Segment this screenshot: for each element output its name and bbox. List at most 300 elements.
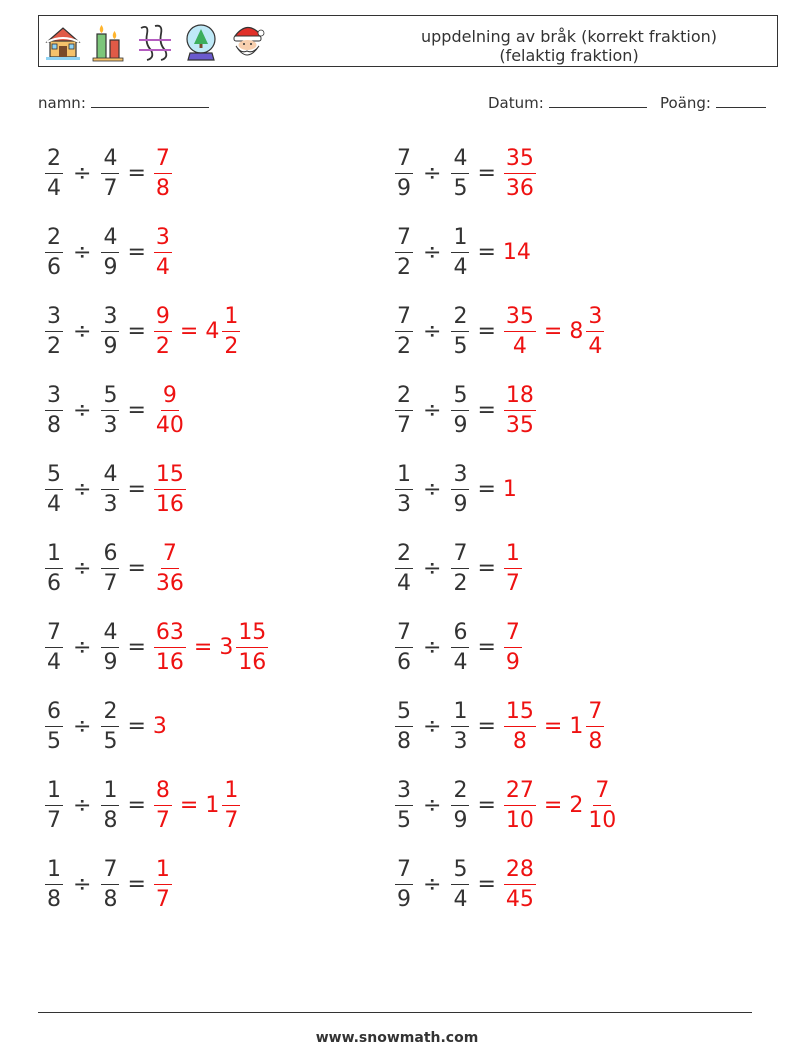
answer: [153, 778, 241, 833]
divide-sign: ÷: [73, 555, 92, 581]
answer-value-denominator: 16: [155, 491, 184, 517]
dividend-fraction-denominator: 9: [397, 886, 411, 912]
answer-value-denominator: 7: [155, 886, 170, 912]
equals-sign: =: [127, 318, 146, 344]
dividend-fraction: [44, 383, 64, 438]
problem-item: [394, 457, 517, 521]
answer-value: [153, 541, 187, 596]
divisor-fraction: [100, 225, 120, 280]
dividend-fraction: [394, 146, 414, 201]
name-field: [38, 94, 209, 112]
problem-item: [394, 852, 537, 916]
dividend-fraction-denominator: 4: [47, 491, 61, 517]
mixed-whole: 4: [205, 318, 220, 344]
answer-value: [503, 857, 537, 912]
mixed-whole: 8: [569, 318, 584, 344]
snow-globe-icon: [181, 20, 221, 64]
answer: [503, 620, 523, 675]
name-label: namn:: [38, 94, 86, 112]
divide-sign: ÷: [423, 713, 442, 739]
dividend-fraction-denominator: 5: [397, 807, 411, 833]
dividend-fraction-numerator: 2: [395, 383, 413, 411]
dividend-fraction-numerator: 2: [45, 225, 63, 253]
answer-value: [503, 383, 537, 438]
dividend-fraction-numerator: 5: [45, 462, 63, 490]
date-blank[interactable]: [549, 95, 647, 108]
divisor-fraction: [450, 857, 470, 912]
answer-value-numerator: 7: [161, 541, 179, 569]
mixed-fraction-numerator: 3: [586, 304, 604, 332]
answer-value-denominator: 7: [155, 807, 170, 833]
problem-item: [394, 615, 523, 679]
answer-value-numerator: 1: [154, 857, 172, 885]
mixed-fraction-denominator: 2: [224, 333, 239, 359]
answer-value-denominator: 4: [155, 254, 170, 280]
divide-sign: ÷: [423, 160, 442, 186]
divide-sign: ÷: [73, 713, 92, 739]
mixed-fraction-numerator: 7: [586, 699, 604, 727]
house-icon: [43, 20, 83, 64]
dividend-fraction-denominator: 9: [397, 175, 411, 201]
divisor-fraction-numerator: 7: [451, 541, 469, 569]
answer-equals-sign: =: [179, 318, 199, 344]
answer-value-denominator: 4: [512, 333, 527, 359]
dividend-fraction: [44, 462, 64, 517]
answer-value: [153, 383, 187, 438]
answer-value: [503, 699, 537, 754]
answer: [503, 240, 531, 265]
dividend-fraction: [394, 383, 414, 438]
answer: [153, 714, 167, 739]
divisor-fraction: [100, 383, 120, 438]
problem-item: [44, 220, 173, 284]
divide-sign: ÷: [423, 239, 442, 265]
dividend-fraction-denominator: 7: [397, 412, 411, 438]
equals-sign: =: [127, 713, 146, 739]
divisor-fraction-numerator: 3: [101, 304, 119, 332]
divisor-fraction-numerator: 4: [451, 146, 469, 174]
divisor-fraction-numerator: 1: [451, 699, 469, 727]
answer-value-denominator: 36: [505, 175, 534, 201]
answer-value-numerator: 9: [154, 304, 172, 332]
equals-sign: =: [477, 476, 496, 502]
mixed-fraction: [235, 620, 269, 675]
divisor-fraction-numerator: 3: [451, 462, 469, 490]
dividend-fraction-denominator: 6: [47, 570, 61, 596]
problem-item: [44, 378, 187, 442]
dividend-fraction-numerator: 7: [395, 620, 413, 648]
dividend-fraction-numerator: 3: [45, 304, 63, 332]
header-icons: [43, 20, 273, 64]
dividend-fraction-numerator: 6: [45, 699, 63, 727]
dividend-fraction-denominator: 7: [47, 807, 61, 833]
answer: [153, 462, 187, 517]
worksheet-header: [38, 15, 778, 67]
title-line-2: (felaktig fraktion): [499, 46, 639, 65]
divisor-fraction-numerator: 4: [101, 620, 119, 648]
answer-value: [153, 857, 173, 912]
equals-sign: =: [127, 634, 146, 660]
answer-value-denominator: 10: [505, 807, 534, 833]
dividend-fraction: [44, 620, 64, 675]
answer-value-numerator: 63: [154, 620, 186, 648]
mixed-fraction-denominator: 8: [588, 728, 603, 754]
answer-value: [503, 304, 537, 359]
answer-value: [153, 778, 173, 833]
dividend-fraction: [394, 857, 414, 912]
problem-item: [394, 378, 537, 442]
answer: [503, 477, 517, 502]
equals-sign: =: [127, 160, 146, 186]
divisor-fraction: [100, 462, 120, 517]
equals-sign: =: [477, 318, 496, 344]
answer-value-denominator: 45: [505, 886, 534, 912]
answer: [153, 146, 173, 201]
dividend-fraction-denominator: 6: [47, 254, 61, 280]
divisor-fraction-numerator: 6: [101, 541, 119, 569]
answer-value-numerator: 3: [154, 225, 172, 253]
divisor-fraction: [450, 383, 470, 438]
divisor-fraction-denominator: 3: [103, 412, 118, 438]
mixed-fraction-numerator: 7: [593, 778, 611, 806]
answer-equals-sign: =: [543, 792, 563, 818]
answer: [503, 383, 537, 438]
divisor-fraction-numerator: 4: [101, 225, 119, 253]
dividend-fraction: [394, 462, 414, 517]
problem-item: [394, 299, 605, 363]
divisor-fraction: [450, 620, 470, 675]
problem-item: [44, 773, 241, 837]
footer-divider: [38, 1012, 752, 1013]
equals-sign: =: [477, 397, 496, 423]
mixed-fraction-denominator: 7: [224, 807, 239, 833]
answer-value-numerator: 9: [161, 383, 179, 411]
divisor-fraction-numerator: 4: [101, 462, 119, 490]
dividend-fraction-numerator: 7: [395, 225, 413, 253]
dividend-fraction-numerator: 3: [45, 383, 63, 411]
answer-value: [153, 225, 173, 280]
equals-sign: =: [127, 239, 146, 265]
mixed-fraction-denominator: 16: [238, 649, 267, 675]
divisor-fraction-denominator: 9: [103, 333, 118, 359]
mixed-fraction-denominator: 4: [588, 333, 603, 359]
dividend-fraction-denominator: 8: [47, 886, 61, 912]
divisor-fraction-denominator: 9: [453, 807, 468, 833]
problem-item: [394, 773, 619, 837]
equals-sign: =: [477, 634, 496, 660]
dividend-fraction-denominator: 4: [47, 175, 61, 201]
answer-value-numerator: 35: [504, 146, 536, 174]
divisor-fraction: [100, 857, 120, 912]
divide-sign: ÷: [423, 871, 442, 897]
divisor-fraction-numerator: 2: [451, 304, 469, 332]
divisor-fraction: [450, 541, 470, 596]
divide-sign: ÷: [423, 792, 442, 818]
divisor-fraction-numerator: 2: [451, 778, 469, 806]
divisor-fraction: [100, 541, 120, 596]
mixed-fraction-numerator: 1: [222, 304, 240, 332]
answer-value: [153, 462, 187, 517]
answer-value: [503, 778, 537, 833]
score-blank[interactable]: [716, 95, 766, 108]
dividend-fraction-numerator: 2: [45, 146, 63, 174]
answer-value-numerator: 7: [504, 620, 522, 648]
divide-sign: ÷: [73, 792, 92, 818]
date-field: [488, 94, 647, 112]
dividend-fraction-numerator: 7: [395, 304, 413, 332]
divisor-fraction-denominator: 9: [103, 649, 118, 675]
divisor-fraction-denominator: 5: [453, 175, 468, 201]
problem-item: [44, 457, 187, 521]
dividend-fraction: [394, 699, 414, 754]
problem-item: [394, 220, 531, 284]
problem-item: [44, 852, 173, 916]
divisor-fraction-numerator: 1: [101, 778, 119, 806]
divisor-fraction-denominator: 7: [103, 570, 118, 596]
answer-value-denominator: 35: [505, 412, 534, 438]
dividend-fraction: [394, 620, 414, 675]
dividend-fraction: [394, 778, 414, 833]
divisor-fraction-denominator: 4: [453, 886, 468, 912]
answer-value-numerator: 35: [504, 304, 536, 332]
divisor-fraction-numerator: 5: [451, 383, 469, 411]
dividend-fraction-numerator: 2: [395, 541, 413, 569]
answer: [153, 225, 173, 280]
answer-value-denominator: 8: [512, 728, 527, 754]
mixed-fraction: [221, 304, 241, 359]
answer-value: 3: [152, 713, 167, 739]
dividend-fraction-numerator: 1: [45, 857, 63, 885]
equals-sign: =: [127, 397, 146, 423]
answer: [503, 699, 605, 754]
divide-sign: ÷: [73, 160, 92, 186]
divide-sign: ÷: [73, 634, 92, 660]
answer-value-numerator: 1: [504, 541, 522, 569]
dividend-fraction-numerator: 3: [395, 778, 413, 806]
divisor-fraction-numerator: 5: [101, 383, 119, 411]
dividend-fraction: [44, 225, 64, 280]
answer: [503, 146, 537, 201]
divisor-fraction-denominator: 4: [453, 649, 468, 675]
footer-url: www.snowmath.com: [315, 1030, 479, 1046]
dividend-fraction-denominator: 8: [397, 728, 411, 754]
answer-value: [153, 304, 173, 359]
answer-value: [503, 620, 523, 675]
divide-sign: ÷: [423, 397, 442, 423]
problem-item: [394, 141, 537, 205]
dividend-fraction-numerator: 1: [395, 462, 413, 490]
equals-sign: =: [127, 871, 146, 897]
answer-value: [153, 146, 173, 201]
divisor-fraction: [450, 462, 470, 517]
dividend-fraction-numerator: 7: [395, 146, 413, 174]
name-blank[interactable]: [91, 95, 209, 108]
divisor-fraction-denominator: 4: [453, 254, 468, 280]
divide-sign: ÷: [423, 318, 442, 344]
answer-value: [503, 146, 537, 201]
dividend-fraction-denominator: 8: [47, 412, 61, 438]
dividend-fraction-numerator: 1: [45, 541, 63, 569]
dividend-fraction-denominator: 4: [397, 570, 411, 596]
candles-icon: [89, 20, 129, 64]
answer-value: [153, 620, 187, 675]
dividend-fraction: [394, 541, 414, 596]
mixed-fraction: [221, 778, 241, 833]
divide-sign: ÷: [73, 397, 92, 423]
dividend-fraction: [394, 304, 414, 359]
answer-equals-sign: =: [543, 713, 563, 739]
answer-value-denominator: 7: [505, 570, 520, 596]
divide-sign: ÷: [73, 318, 92, 344]
answer-equals-sign: =: [193, 634, 213, 660]
dividend-fraction-denominator: 6: [397, 649, 411, 675]
divisor-fraction-denominator: 7: [103, 175, 118, 201]
mixed-fraction-numerator: 1: [222, 778, 240, 806]
answer-value-numerator: 7: [154, 146, 172, 174]
divide-sign: ÷: [423, 634, 442, 660]
divisor-fraction-denominator: 5: [453, 333, 468, 359]
dividend-fraction: [44, 778, 64, 833]
mixed-whole: 1: [205, 792, 220, 818]
divisor-fraction-denominator: 2: [453, 570, 468, 596]
divisor-fraction-denominator: 9: [453, 491, 468, 517]
divide-sign: ÷: [73, 871, 92, 897]
answer-value-denominator: 16: [155, 649, 184, 675]
answer: [153, 857, 173, 912]
dividend-fraction: [44, 857, 64, 912]
divisor-fraction-denominator: 5: [103, 728, 118, 754]
dividend-fraction: [394, 225, 414, 280]
santa-icon: [227, 20, 267, 64]
divisor-fraction: [450, 146, 470, 201]
answer: [153, 304, 241, 359]
divisor-fraction-numerator: 4: [101, 146, 119, 174]
divide-sign: ÷: [423, 555, 442, 581]
answer-value-numerator: 27: [504, 778, 536, 806]
divisor-fraction-denominator: 8: [103, 886, 118, 912]
answer: [153, 541, 187, 596]
mixed-whole: 2: [569, 792, 584, 818]
dividend-fraction-denominator: 2: [47, 333, 61, 359]
dividend-fraction: [44, 541, 64, 596]
divisor-fraction: [450, 778, 470, 833]
problem-item: [44, 694, 167, 758]
answer: [503, 778, 619, 833]
score-field: [660, 94, 766, 112]
divisor-fraction: [450, 304, 470, 359]
answer-value-denominator: 8: [155, 175, 170, 201]
answer-value-denominator: 36: [155, 570, 184, 596]
dividend-fraction-numerator: 7: [395, 857, 413, 885]
answer: [153, 620, 269, 675]
dividend-fraction-denominator: 2: [397, 254, 411, 280]
equals-sign: =: [477, 792, 496, 818]
divide-sign: ÷: [423, 476, 442, 502]
answer-value-numerator: 8: [154, 778, 172, 806]
problem-item: [394, 694, 605, 758]
divisor-fraction-numerator: 2: [101, 699, 119, 727]
divisor-fraction: [100, 146, 120, 201]
divisor-fraction-denominator: 9: [103, 254, 118, 280]
answer-value: 1: [502, 476, 517, 502]
equals-sign: =: [477, 871, 496, 897]
dividend-fraction-numerator: 7: [45, 620, 63, 648]
divisor-fraction: [450, 225, 470, 280]
answer-value-numerator: 28: [504, 857, 536, 885]
divisor-fraction-denominator: 3: [453, 728, 468, 754]
dividend-fraction-denominator: 3: [397, 491, 411, 517]
dividend-fraction-numerator: 1: [45, 778, 63, 806]
mixed-fraction-numerator: 15: [236, 620, 268, 648]
divisor-fraction-numerator: 6: [451, 620, 469, 648]
divisor-fraction-numerator: 5: [451, 857, 469, 885]
problem-item: [44, 141, 173, 205]
problem-item: [394, 536, 523, 600]
mixed-whole: 1: [569, 713, 584, 739]
mixed-whole: 3: [219, 634, 234, 660]
worksheet-title: [369, 27, 769, 65]
dividend-fraction: [44, 699, 64, 754]
divisor-fraction-denominator: 3: [103, 491, 118, 517]
dividend-fraction-numerator: 5: [395, 699, 413, 727]
answer-value-numerator: 18: [504, 383, 536, 411]
date-label: Datum:: [488, 94, 544, 112]
divisor-fraction-numerator: 1: [451, 225, 469, 253]
title-line-1: uppdelning av bråk (korrekt fraktion): [420, 27, 717, 46]
divisor-fraction: [100, 620, 120, 675]
divisor-fraction-denominator: 9: [453, 412, 468, 438]
equals-sign: =: [477, 713, 496, 739]
problem-item: [44, 615, 269, 679]
divisor-fraction-numerator: 7: [101, 857, 119, 885]
divisor-fraction-denominator: 8: [103, 807, 118, 833]
dividend-fraction-denominator: 5: [47, 728, 61, 754]
answer: [503, 304, 605, 359]
equals-sign: =: [127, 792, 146, 818]
dividend-fraction: [44, 146, 64, 201]
dividend-fraction-denominator: 4: [47, 649, 61, 675]
answer-value-denominator: 9: [505, 649, 520, 675]
equals-sign: =: [477, 160, 496, 186]
answer-equals-sign: =: [543, 318, 563, 344]
score-label: Poäng:: [660, 94, 711, 112]
answer-value-denominator: 2: [155, 333, 170, 359]
answer: [503, 541, 523, 596]
equals-sign: =: [477, 555, 496, 581]
mixed-fraction: [585, 699, 605, 754]
problem-item: [44, 536, 187, 600]
answer-value-numerator: 15: [504, 699, 536, 727]
divisor-fraction: [100, 699, 120, 754]
answer-value-denominator: 40: [155, 412, 184, 438]
equals-sign: =: [127, 555, 146, 581]
divide-sign: ÷: [73, 239, 92, 265]
ornament-icon: [135, 20, 175, 64]
divisor-fraction: [100, 778, 120, 833]
answer-equals-sign: =: [179, 792, 199, 818]
answer-value: 14: [502, 239, 531, 265]
dividend-fraction: [44, 304, 64, 359]
mixed-fraction: [585, 778, 619, 833]
answer: [153, 383, 187, 438]
divisor-fraction: [100, 304, 120, 359]
divide-sign: ÷: [73, 476, 92, 502]
answer-value-numerator: 15: [154, 462, 186, 490]
mixed-fraction-denominator: 10: [588, 807, 617, 833]
mixed-fraction: [585, 304, 605, 359]
dividend-fraction-denominator: 2: [397, 333, 411, 359]
answer: [503, 857, 537, 912]
